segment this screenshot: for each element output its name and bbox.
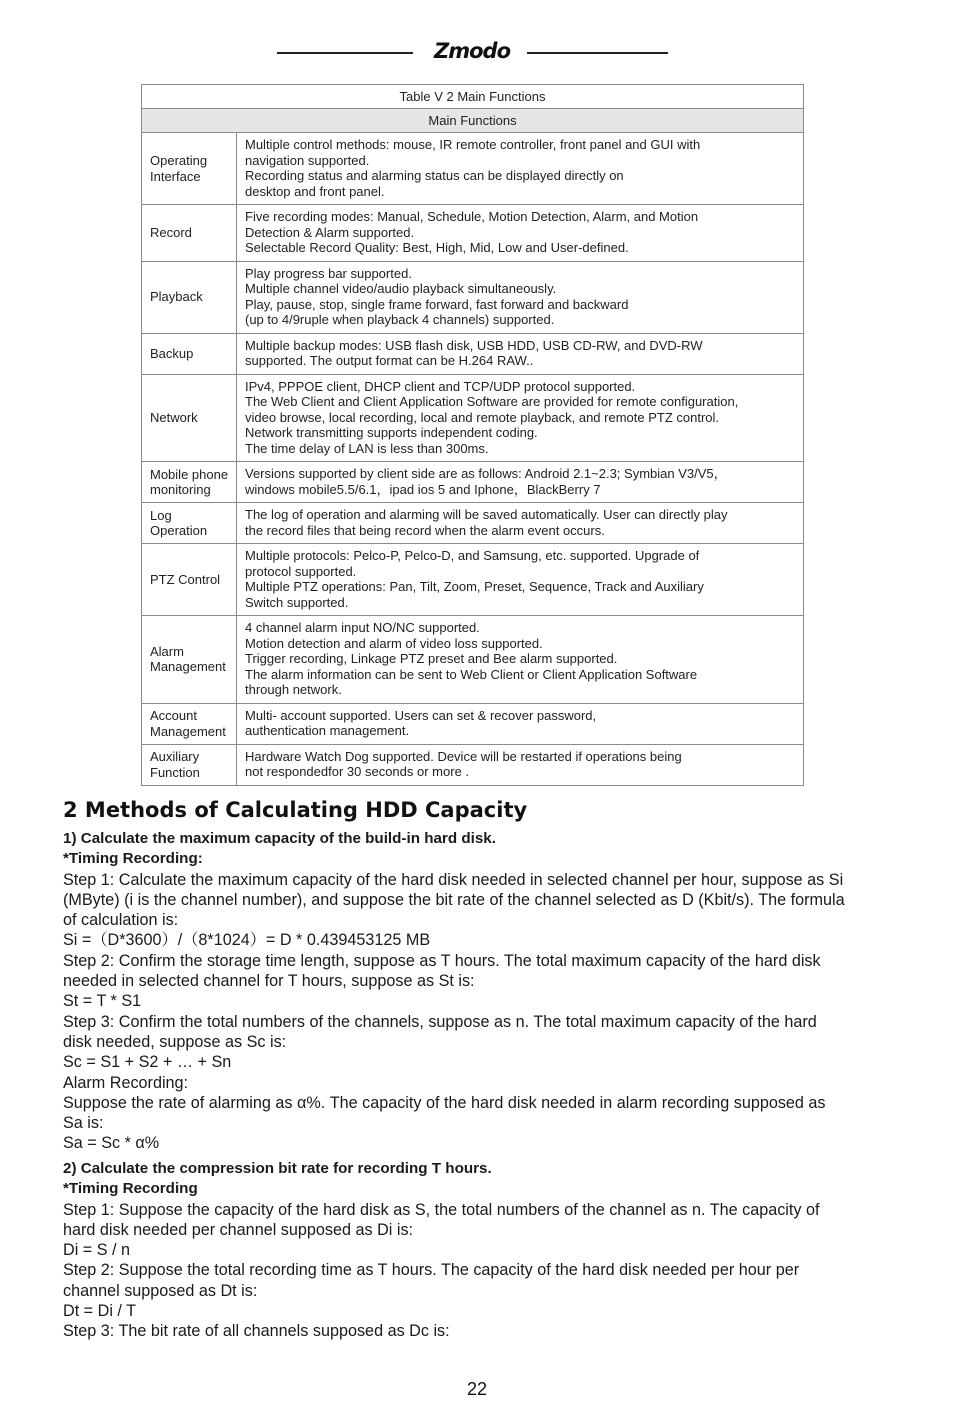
function-name: Record [150, 225, 192, 240]
table-row [142, 503, 804, 544]
table-row [142, 462, 804, 503]
function-name-cell [142, 703, 237, 744]
function-name: Interface [150, 168, 201, 184]
zmodo-logo: Zmodo [434, 39, 510, 63]
description-line: Network transmitting supports independent coding. [245, 425, 538, 440]
main-functions-table [141, 84, 804, 786]
function-name: Account [150, 708, 197, 723]
table-row [142, 544, 804, 616]
table-caption: Table V 2 Main Functions [142, 85, 804, 109]
function-description-cell [237, 261, 804, 333]
function-name: Playback [150, 289, 203, 305]
description-line: The Web Client and Client Application Software are provided for remote configuration, [245, 394, 739, 409]
body-line: Step 1: Suppose the capacity of the hard disk as S, the total numbers of the channel as n. The capacity of [63, 1200, 820, 1219]
function-name-cell [142, 333, 237, 374]
description-line: Motion detection and alarm of video loss supported. [245, 635, 543, 651]
description-line: Play progress bar supported. [245, 265, 412, 281]
table-row [142, 261, 804, 333]
header-rule-right [527, 52, 668, 54]
function-name-cell [142, 503, 237, 544]
function-description-cell [237, 462, 804, 503]
body-line: Sa = Sc * α% [63, 1134, 160, 1153]
body-line: Step 3: Confirm the total numbers of the channels, suppose as n. The total maximum capacity of the hard [63, 1012, 817, 1031]
body-line: channel supposed as Dt is: [63, 1281, 258, 1300]
description-line: the record files that being record when the alarm event occurs. [245, 522, 605, 538]
function-name: Function [150, 764, 200, 780]
function-description-cell [237, 703, 804, 744]
description-line: supported. The output format can be H.264 RAW.. [245, 353, 534, 368]
description-line: 4 channel alarm input NO/NC supported. [245, 620, 480, 635]
body-line: Sc = S1 + S2 + … + Sn [63, 1053, 232, 1072]
function-name: Operating [150, 153, 208, 168]
body-line: Sa is: [63, 1114, 104, 1133]
function-description-cell [237, 333, 804, 374]
section-title: 2 Methods of Calculating HDD Capacity [63, 798, 528, 822]
function-name-cell [142, 744, 237, 785]
body-line: needed in selected channel for T hours, suppose as St is: [63, 972, 475, 991]
description-line: navigation supported. [245, 152, 370, 168]
function-description-cell [237, 133, 804, 205]
description-line: Selectable Record Quality: Best, High, Mid, Low and User-defined. [245, 240, 629, 255]
function-name-cell [142, 616, 237, 704]
description-line: Switch supported. [245, 594, 349, 610]
body-line: (MByte) (i is the channel number), and suppose the bit rate of the channel selected as D (Kbit/s). The formula [63, 890, 845, 909]
description-line: The log of operation and alarming will be saved automatically. User can directly play [245, 507, 728, 522]
description-line: Trigger recording, Linkage PTZ preset and Bee alarm supported. [245, 651, 618, 666]
description-line: The alarm information can be sent to Web Client or Client Application Software [245, 666, 698, 682]
description-line: Multiple control methods: mouse, IR remote controller, front panel and GUI with [245, 137, 701, 152]
body-line: Suppose the rate of alarming as α%. The capacity of the hard disk needed in alarm recording supposed as [63, 1093, 826, 1112]
function-description-cell [237, 503, 804, 544]
part2-block [63, 1159, 883, 1342]
table-row [142, 703, 804, 744]
body-line: hard disk needed per channel supposed as Di is: [63, 1220, 414, 1239]
description-line: The time delay of LAN is less than 300ms. [245, 440, 489, 456]
table-caption-row [142, 85, 804, 109]
body-line: of calculation is: [63, 911, 179, 930]
part2-heading: 2) Calculate the compression bit rate for recording T hours. [63, 1160, 492, 1177]
description-line: Recording status and alarming status can be displayed directly on [245, 168, 624, 183]
description-line: Multi- account supported. Users can set & recover password, [245, 707, 597, 723]
table-row [142, 205, 804, 262]
page-header [0, 36, 954, 66]
body-line: Step 3: The bit rate of all channels supposed as Dc is: [63, 1322, 450, 1341]
body-line: Step 2: Confirm the storage time length, suppose as T hours. The total maximum capacity of the hard disk [63, 951, 821, 970]
page-number: 22 [466, 1379, 488, 1399]
body-line: Step 2: Suppose the total recording time as T hours. The capacity of the hard disk needed per hour per [63, 1261, 800, 1280]
function-name: Network [150, 410, 198, 425]
table-subheader: Main Functions [142, 109, 804, 133]
part1-body [63, 870, 883, 1154]
function-name: Management [150, 723, 226, 739]
body-line: Di = S / n [63, 1241, 131, 1260]
function-name: Operation [150, 523, 208, 538]
body-line: Alarm Recording: [63, 1073, 189, 1092]
table-row [142, 374, 804, 462]
body-line: Dt = Di / T [63, 1302, 137, 1321]
part1-heading: 1) Calculate the maximum capacity of the build-in hard disk. [63, 830, 496, 847]
part2-body [63, 1200, 883, 1342]
function-name: Management [150, 659, 226, 675]
part2-subheading: *Timing Recording [63, 1180, 198, 1198]
function-name: Alarm [150, 643, 184, 659]
part1-block [63, 829, 883, 1154]
function-name-cell [142, 374, 237, 462]
function-name: Backup [150, 345, 194, 361]
description-line: Play, pause, stop, single frame forward, fast forward and backward [245, 296, 629, 312]
table-row [142, 333, 804, 374]
header-rule-left [277, 52, 413, 54]
description-line: Five recording modes: Manual, Schedule, Motion Detection, Alarm, and Motion [245, 209, 699, 224]
description-line: Multiple protocols: Pelco-P, Pelco-D, and Samsung, etc. supported. Upgrade of [245, 548, 700, 563]
description-line: Multiple backup modes: USB flash disk, USB HDD, USB CD-RW, and DVD-RW [245, 337, 703, 353]
function-name: Mobile phone [150, 466, 229, 482]
function-name: Log [150, 507, 172, 523]
table-subheader-row [142, 109, 804, 133]
function-name-cell [142, 462, 237, 503]
function-description-cell [237, 744, 804, 785]
function-description-cell [237, 544, 804, 616]
description-line: not respondedfor 30 seconds or more . [245, 764, 470, 779]
description-line: video browse, local recording, local and remote playback, and remote PTZ control. [245, 409, 720, 425]
table-row [142, 616, 804, 704]
description-line: Versions supported by client side are as follows: Android 2.1~2.3; Symbian V3/V5， [245, 466, 727, 481]
function-description-cell [237, 205, 804, 262]
function-name-cell [142, 205, 237, 262]
description-line: Multiple channel video/audio playback simultaneously. [245, 281, 557, 296]
description-line: (up to 4/9ruple when playback 4 channels) supported. [245, 312, 555, 327]
body-line: Si =（D*3600）/（8*1024）= D * 0.439453125 MB [63, 931, 431, 950]
function-name-cell [142, 133, 237, 205]
body-line: disk needed, suppose as Sc is: [63, 1032, 287, 1051]
description-line: through network. [245, 682, 342, 697]
function-name: PTZ Control [150, 571, 221, 587]
description-line: protocol supported. [245, 563, 357, 579]
table-row [142, 744, 804, 785]
function-name: Auxiliary [150, 749, 200, 764]
description-line: desktop and front panel. [245, 183, 385, 199]
description-line: windows mobile5.5/6.1，ipad ios 5 and Iphone，BlackBerry 7 [245, 481, 601, 497]
function-name-cell [142, 544, 237, 616]
function-name-cell [142, 261, 237, 333]
part1-subheading: *Timing Recording: [63, 850, 203, 868]
description-line: Multiple PTZ operations: Pan, Tilt, Zoom, Preset, Sequence, Track and Auxiliary [245, 579, 704, 594]
function-description-cell [237, 374, 804, 462]
description-line: Detection & Alarm supported. [245, 224, 415, 240]
table-row [142, 133, 804, 205]
description-line: IPv4, PPPOE client, DHCP client and TCP/UDP protocol supported. [245, 378, 636, 394]
description-line: authentication management. [245, 723, 410, 738]
description-line: Hardware Watch Dog supported. Device will be restarted if operations being [245, 748, 682, 764]
function-description-cell [237, 616, 804, 704]
function-name: monitoring [150, 482, 211, 497]
body-line: Step 1: Calculate the maximum capacity of the hard disk needed in selected channel per hour, suppose as Si [63, 870, 844, 889]
body-line: St = T * S1 [63, 992, 142, 1011]
